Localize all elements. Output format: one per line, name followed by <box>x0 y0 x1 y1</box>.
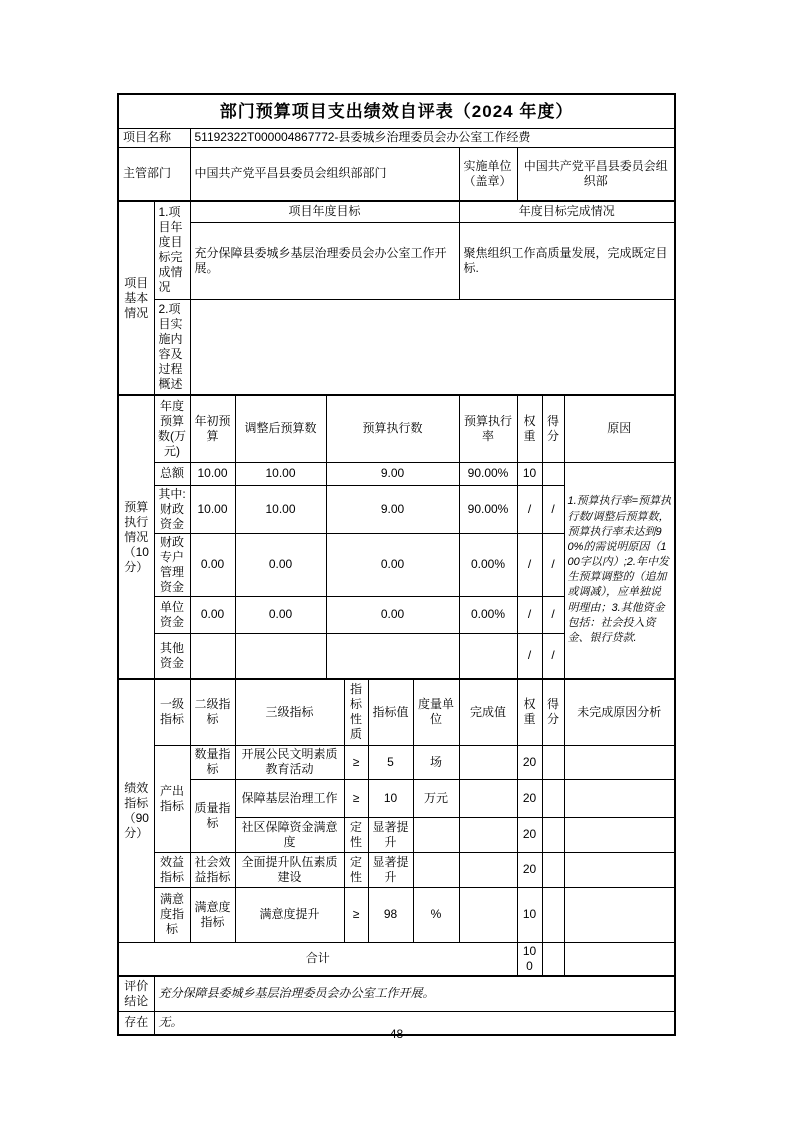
budget-cell-score: / <box>542 485 564 533</box>
form-title: 部门预算项目支出绩效自评表（2024 年度） <box>118 94 675 128</box>
total-weight: 100 <box>517 942 542 976</box>
perf-total-row <box>118 942 675 976</box>
budget-row-total <box>118 462 675 485</box>
perf-target: 显著提升 <box>368 852 413 887</box>
budget-cell-executed: 0.00 <box>326 596 459 633</box>
self-evaluation-table <box>117 93 676 1036</box>
perf-header-nature: 指标性质 <box>344 679 368 745</box>
perf-nature: ≥ <box>344 887 368 942</box>
conclusion-text: 充分保障县委城乡基层治理委员会办公室工作开展。 <box>154 976 675 1012</box>
budget-cell-score: / <box>542 596 564 633</box>
perf-header-level2: 二级指标 <box>190 679 235 745</box>
project-name-row <box>118 128 675 147</box>
dept-label: 主管部门 <box>118 147 190 201</box>
perf-score <box>542 779 564 817</box>
budget-header-adjusted: 调整后预算数 <box>235 395 326 462</box>
basic-row2-content <box>190 299 675 395</box>
completion-header: 年度目标完成情况 <box>459 201 675 222</box>
goal-text: 充分保障县委城乡基层治理委员会办公室工作开展。 <box>190 222 459 299</box>
perf-reason <box>564 745 675 779</box>
budget-cell-rate: 0.00% <box>459 533 517 596</box>
perf-weight: 20 <box>517 745 542 779</box>
budget-cell-rate: 90.00% <box>459 485 517 533</box>
perf-level3: 开展公民文明素质教育活动 <box>235 745 344 779</box>
perf-row-satisfaction <box>118 887 675 942</box>
perf-weight: 10 <box>517 887 542 942</box>
budget-header-initial: 年初预算 <box>190 395 235 462</box>
budget-cell-adjusted: 0.00 <box>235 533 326 596</box>
perf-row-quality-1 <box>118 779 675 817</box>
perf-target: 显著提升 <box>368 817 413 852</box>
perf-target: 98 <box>368 887 413 942</box>
perf-actual <box>459 887 517 942</box>
budget-cell-score: / <box>542 633 564 679</box>
budget-label-total: 总额 <box>154 462 190 485</box>
perf-nature: 定性 <box>344 852 368 887</box>
perf-level3: 全面提升队伍素质建设 <box>235 852 344 887</box>
impl-unit-value: 中国共产党平昌县委员会组织部 <box>517 147 675 201</box>
basic-row2-label: 2.项目实施内容及过程概述 <box>154 299 190 395</box>
perf-nature: ≥ <box>344 779 368 817</box>
perf-score <box>542 817 564 852</box>
completion-text: 聚焦组织工作高质量发展，完成既定目标. <box>459 222 675 299</box>
impl-unit-label: 实施单位（盖章） <box>459 147 517 201</box>
budget-header-row <box>118 395 675 462</box>
budget-header-score: 得分 <box>542 395 564 462</box>
budget-header-executed: 预算执行数 <box>326 395 459 462</box>
project-name-label: 项目名称 <box>118 128 190 147</box>
budget-cell-initial <box>190 633 235 679</box>
budget-cell-executed: 9.00 <box>326 485 459 533</box>
perf-target: 5 <box>368 745 413 779</box>
budget-label-fiscal: 其中:财政资金 <box>154 485 190 533</box>
perf-actual <box>459 779 517 817</box>
perf-level3: 保障基层治理工作 <box>235 779 344 817</box>
budget-cell-score <box>542 462 564 485</box>
perf-reason <box>564 887 675 942</box>
perf-unit: 万元 <box>413 779 459 817</box>
perf-unit: 场 <box>413 745 459 779</box>
total-reason <box>564 942 675 976</box>
perf-score <box>542 887 564 942</box>
perf-header-actual: 完成值 <box>459 679 517 745</box>
budget-cell-adjusted <box>235 633 326 679</box>
department-row <box>118 147 675 201</box>
conclusion-label: 评价结论 <box>118 976 154 1012</box>
perf-level1-output: 产出指标 <box>154 745 190 852</box>
basic-row2 <box>118 299 675 395</box>
project-name-value: 51192322T000004867772-县委城乡治理委员会办公室工作经费 <box>190 128 675 147</box>
budget-cell-adjusted: 0.00 <box>235 596 326 633</box>
perf-level2-satisfaction: 满意度指标 <box>190 887 235 942</box>
total-label: 合计 <box>118 942 517 976</box>
perf-unit <box>413 852 459 887</box>
perf-reason <box>564 852 675 887</box>
perf-nature: 定性 <box>344 817 368 852</box>
budget-cell-executed <box>326 633 459 679</box>
budget-reason-note: 1.预算执行率=预算执行数/调整后预算数，预算执行率未达到90%的需说明原因（100字以内）;2.年中发生预算调整的（追加或调减），应单独说明理由；3.其他资金包括：社会投入资金、银行贷款. <box>564 462 675 679</box>
goal-header: 项目年度目标 <box>190 201 459 222</box>
budget-cell-weight: / <box>517 633 542 679</box>
perf-target: 10 <box>368 779 413 817</box>
perf-level3: 社区保障资金满意度 <box>235 817 344 852</box>
perf-level2-social: 社会效益指标 <box>190 852 235 887</box>
total-score <box>542 942 564 976</box>
budget-cell-rate: 0.00% <box>459 596 517 633</box>
perf-unit <box>413 817 459 852</box>
budget-header-rate: 预算执行率 <box>459 395 517 462</box>
perf-row-benefit <box>118 852 675 887</box>
perf-level2-quality: 质量指标 <box>190 779 235 852</box>
perf-row-quantity <box>118 745 675 779</box>
perf-header-reason: 未完成原因分析 <box>564 679 675 745</box>
perf-level1-satisfaction: 满意度指标 <box>154 887 190 942</box>
budget-cell-rate <box>459 633 517 679</box>
dept-value: 中国共产党平昌县委员会组织部部门 <box>190 147 459 201</box>
perf-weight: 20 <box>517 817 542 852</box>
budget-cell-adjusted: 10.00 <box>235 462 326 485</box>
perf-actual <box>459 817 517 852</box>
basic-content-row <box>118 222 675 299</box>
perf-nature: ≥ <box>344 745 368 779</box>
title-row <box>118 94 675 128</box>
perf-header-level1: 一级指标 <box>154 679 190 745</box>
performance-header-row <box>118 679 675 745</box>
perf-score <box>542 745 564 779</box>
budget-label-other-funds: 其他资金 <box>154 633 190 679</box>
performance-section-label: 绩效指标（90分） <box>118 679 154 942</box>
budget-cell-weight: / <box>517 485 542 533</box>
perf-header-target: 指标值 <box>368 679 413 745</box>
perf-actual <box>459 852 517 887</box>
budget-label-unit-funds: 单位资金 <box>154 596 190 633</box>
issues-text: 无。 <box>154 1012 675 1035</box>
conclusion-row <box>118 976 675 1012</box>
perf-header-weight: 权重 <box>517 679 542 745</box>
budget-header-weight: 权重 <box>517 395 542 462</box>
basic-section-label: 项目基本情况 <box>118 201 154 395</box>
perf-reason <box>564 779 675 817</box>
budget-cell-adjusted: 10.00 <box>235 485 326 533</box>
budget-cell-executed: 9.00 <box>326 462 459 485</box>
budget-header-reason: 原因 <box>564 395 675 462</box>
budget-cell-initial: 10.00 <box>190 462 235 485</box>
budget-cell-executed: 0.00 <box>326 533 459 596</box>
budget-cell-weight: / <box>517 596 542 633</box>
perf-reason <box>564 817 675 852</box>
budget-cell-initial: 0.00 <box>190 533 235 596</box>
perf-level3: 满意度提升 <box>235 887 344 942</box>
budget-cell-weight: / <box>517 533 542 596</box>
issues-label: 存在 <box>118 1012 154 1035</box>
perf-header-level3: 三级指标 <box>235 679 344 745</box>
perf-score <box>542 852 564 887</box>
perf-header-score: 得分 <box>542 679 564 745</box>
budget-cell-rate: 90.00% <box>459 462 517 485</box>
budget-cell-initial: 0.00 <box>190 596 235 633</box>
budget-cell-score: / <box>542 533 564 596</box>
basic-header-row <box>118 201 675 222</box>
basic-row1-label: 1.项目年度目标完成情况 <box>154 201 190 299</box>
perf-weight: 20 <box>517 852 542 887</box>
budget-label-special-account: 财政专户管理资金 <box>154 533 190 596</box>
budget-header-annual: 年度预算数(万元) <box>154 395 190 462</box>
budget-cell-initial: 10.00 <box>190 485 235 533</box>
perf-level1-benefit: 效益指标 <box>154 852 190 887</box>
perf-unit: % <box>413 887 459 942</box>
perf-actual <box>459 745 517 779</box>
page-number: 48 <box>389 1027 404 1041</box>
perf-weight: 20 <box>517 779 542 817</box>
budget-cell-weight: 10 <box>517 462 542 485</box>
perf-level2-quantity: 数量指标 <box>190 745 235 779</box>
budget-section-label: 预算执行情况（10分） <box>118 395 154 679</box>
perf-header-unit: 度量单位 <box>413 679 459 745</box>
